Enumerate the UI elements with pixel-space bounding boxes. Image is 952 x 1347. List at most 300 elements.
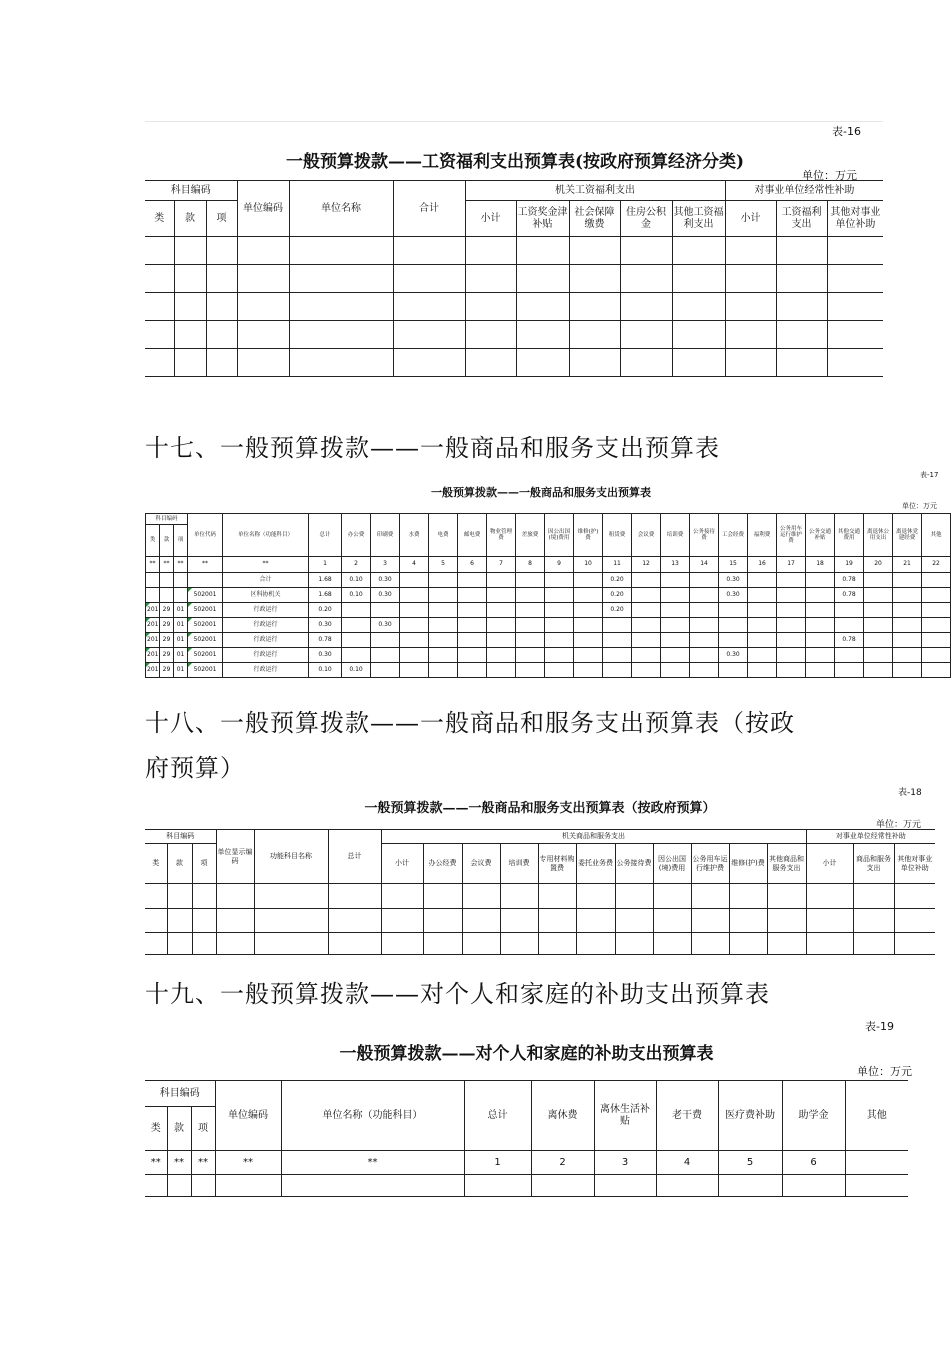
t17-cell-c9	[574, 573, 603, 588]
t17-cell-c3	[400, 573, 429, 588]
t17-cell-c20	[893, 603, 922, 618]
t17-cell-zj: 1.68	[309, 588, 342, 603]
table19-unit: 单位：万元	[857, 1065, 912, 1078]
table19-title: 一般预算拨款——对个人和家庭的补助支出预算表	[339, 1044, 714, 1064]
t17-cell-c7	[516, 603, 545, 618]
t17-cell-c2: 0.30	[371, 618, 400, 633]
t17-cell-c17	[806, 618, 835, 633]
t17-num: 22	[922, 557, 951, 573]
t17-cell-c16	[777, 648, 806, 663]
t18-h-qtsp: 其他商品和服务支出	[767, 844, 806, 884]
t17-cell-code: 502001	[188, 603, 223, 618]
t17-cell-c1: 0.10	[342, 663, 371, 678]
t17-cell-c18: 0.78	[835, 633, 864, 648]
t17-h-c16: 公务用车运行维护费	[777, 514, 806, 557]
t17-cell-c21	[922, 603, 951, 618]
t19-h-dwmc: 单位名称（功能科目）	[281, 1081, 464, 1151]
t17-cell-xiang	[174, 588, 188, 603]
t17-cell-c7	[516, 588, 545, 603]
t17-num: 1	[309, 557, 342, 573]
t17-cell-code: 502001	[188, 618, 223, 633]
t17-cell-lei	[146, 573, 160, 588]
t19-num: 3	[594, 1151, 656, 1175]
t17-h-c10: 租赁费	[603, 514, 632, 557]
t17-cell-c14	[719, 663, 748, 678]
t17-cell-c9	[574, 663, 603, 678]
t17-cell-c13	[690, 618, 719, 633]
t18-h-gwjd: 公务接待费	[615, 844, 653, 884]
table-row	[145, 265, 883, 293]
t17-cell-code: 502001	[188, 633, 223, 648]
t17-h-c8: 因公出国(境)费用	[545, 514, 574, 557]
t16-h-dwbm: 单位编码	[237, 181, 289, 237]
t17-cell-zj: 0.78	[309, 633, 342, 648]
t17-cell-c19	[864, 648, 893, 663]
t19-star-row	[145, 1151, 908, 1175]
t18-h-zj: 总计	[328, 830, 381, 884]
section-heading-18-line1: 十八、一般预算拨款——一般商品和服务支出预算表（按政	[145, 709, 795, 737]
t19-h-xiang: 项	[191, 1107, 215, 1151]
t17-cell-c10: 0.20	[603, 588, 632, 603]
t17-cell-c4	[429, 633, 458, 648]
t19-num: 4	[656, 1151, 718, 1175]
t17-cell-c14	[719, 618, 748, 633]
t17-cell-c17	[806, 663, 835, 678]
table19-number: 表-19	[865, 1020, 894, 1033]
t16-h-xiaoji1: 小计	[465, 201, 516, 237]
t17-cell-lei: 201	[146, 648, 160, 663]
t17-h-xiang: 项	[174, 525, 188, 557]
t17-cell-c13	[690, 573, 719, 588]
t17-cell-c3	[400, 618, 429, 633]
t17-cell-c7	[516, 648, 545, 663]
t17-cell-c10: 0.20	[603, 603, 632, 618]
t17-cell-c18	[835, 603, 864, 618]
t19-h-zxj: 助学金	[782, 1081, 845, 1151]
t17-cell-c13	[690, 648, 719, 663]
t17-cell-c8	[545, 648, 574, 663]
t17-h-c13: 公务接待费	[690, 514, 719, 557]
t17-cell-c11	[632, 648, 661, 663]
t17-num: 9	[545, 557, 574, 573]
t17-cell-c11	[632, 603, 661, 618]
t18-h-gnkm: 功能科目名称	[254, 830, 328, 884]
t17-cell-c20	[893, 648, 922, 663]
t19-num: 6	[782, 1151, 845, 1175]
t17-cell-c4	[429, 603, 458, 618]
t18-h-xiaoji2: 小计	[806, 844, 853, 884]
t17-h-c3: 水费	[400, 514, 429, 557]
t16-h-zfgjj: 住房公积金	[620, 201, 672, 237]
t17-h-c2: 印刷费	[371, 514, 400, 557]
t16-h-gzj: 工资奖金津补贴	[516, 201, 569, 237]
table16-unit: 单位：万元	[802, 169, 857, 182]
t17-star: **	[188, 557, 223, 573]
t17-cell-c14: 0.30	[719, 573, 748, 588]
t17-cell-c12	[661, 663, 690, 678]
t17-h-c12: 培训费	[661, 514, 690, 557]
t17-cell-zj: 0.20	[309, 603, 342, 618]
table-row	[146, 588, 951, 603]
t17-cell-c19	[864, 618, 893, 633]
t18-h-kuan: 款	[167, 844, 192, 884]
t17-cell-c2	[371, 648, 400, 663]
table18-unit: 单位：万元	[876, 820, 922, 830]
t17-cell-c10: 0.20	[603, 573, 632, 588]
t17-cell-c4	[429, 588, 458, 603]
t17-cell-c9	[574, 588, 603, 603]
t17-cell-name: 行政运行	[223, 648, 309, 663]
t17-cell-xiang: 01	[174, 618, 188, 633]
t17-h-c20: 离退休党建经费	[893, 514, 922, 557]
t17-cell-c9	[574, 618, 603, 633]
t19-star: **	[167, 1151, 191, 1175]
t19-h-lgb: 老干费	[656, 1081, 718, 1151]
section-heading-19: 十九、一般预算拨款——对个人和家庭的补助支出预算表	[145, 980, 770, 1008]
table19	[145, 1080, 908, 1197]
t17-cell-c9	[574, 648, 603, 663]
t17-cell-c11	[632, 588, 661, 603]
t19-h-kmbm: 科目编码	[145, 1081, 215, 1107]
t17-cell-name: 行政运行	[223, 633, 309, 648]
t18-h-zycl: 专用材料购置费	[538, 844, 576, 884]
t18-h-sy: 对事业单位经常性补助	[806, 830, 935, 844]
t17-cell-c16	[777, 633, 806, 648]
t17-cell-c21	[922, 588, 951, 603]
t17-cell-zj: 0.10	[309, 663, 342, 678]
t17-h-c4: 电费	[429, 514, 458, 557]
t17-cell-kuan	[160, 588, 174, 603]
t17-cell-c2	[371, 663, 400, 678]
t16-h-sy: 对事业单位经常性补助	[725, 181, 883, 201]
t17-cell-xiang: 01	[174, 633, 188, 648]
t16-h-qtgz: 其他工资福利支出	[672, 201, 725, 237]
t17-cell-c10	[603, 633, 632, 648]
t17-num: 21	[893, 557, 922, 573]
t17-h-c14: 工会经费	[719, 514, 748, 557]
t17-cell-c12	[661, 603, 690, 618]
t17-cell-c6	[487, 663, 516, 678]
t17-cell-c5	[458, 663, 487, 678]
t18-h-jg: 机关商品和服务支出	[381, 830, 806, 844]
t17-cell-c17	[806, 573, 835, 588]
t17-cell-c19	[864, 573, 893, 588]
t17-cell-c12	[661, 633, 690, 648]
section-heading-17: 十七、一般预算拨款——一般商品和服务支出预算表	[145, 434, 720, 462]
t17-cell-c5	[458, 618, 487, 633]
t17-cell-c5	[458, 648, 487, 663]
t17-cell-c11	[632, 663, 661, 678]
t17-star: **	[146, 557, 160, 573]
t17-h-c6: 物业管理费	[487, 514, 516, 557]
t17-star: **	[223, 557, 309, 573]
t18-h-wx: 维修(护)费	[729, 844, 767, 884]
table-row	[146, 648, 951, 663]
t19-num: 5	[718, 1151, 782, 1175]
t17-cell-c16	[777, 588, 806, 603]
t17-cell-kuan: 29	[160, 633, 174, 648]
t17-h-kuan: 款	[160, 525, 174, 557]
t17-cell-c17	[806, 648, 835, 663]
t17-cell-c19	[864, 588, 893, 603]
t16-h-xiang: 项	[206, 201, 237, 237]
t17-cell-c10	[603, 663, 632, 678]
t17-cell-c16	[777, 603, 806, 618]
t17-cell-c14	[719, 633, 748, 648]
t19-h-dwbm: 单位编码	[215, 1081, 281, 1151]
table-row	[146, 633, 951, 648]
t17-cell-xiang: 01	[174, 663, 188, 678]
t17-cell-c1	[342, 618, 371, 633]
t17-h-zj: 总计	[309, 514, 342, 557]
t17-cell-zj: 0.30	[309, 648, 342, 663]
table16-title: 一般预算拨款——工资福利支出预算表(按政府预算经济分类)	[285, 152, 745, 172]
t19-h-ylf: 医疗费补助	[718, 1081, 782, 1151]
t17-cell-c5	[458, 603, 487, 618]
table-row	[145, 349, 883, 377]
t17-num: 12	[632, 557, 661, 573]
table18	[145, 829, 935, 955]
t18-h-dwxsbm: 单位显示编码	[216, 830, 254, 884]
t17-cell-c12	[661, 618, 690, 633]
t17-cell-c18: 0.78	[835, 588, 864, 603]
t17-cell-c18	[835, 663, 864, 678]
t17-cell-c14: 0.30	[719, 588, 748, 603]
t17-cell-c18	[835, 618, 864, 633]
t16-h-shbz: 社会保障缴费	[569, 201, 620, 237]
t17-num: 16	[748, 557, 777, 573]
t17-cell-c1: 0.10	[342, 588, 371, 603]
t17-num: 7	[487, 557, 516, 573]
t17-h-c9: 维修(护)费	[574, 514, 603, 557]
t17-h-c17: 公务交通补贴	[806, 514, 835, 557]
t17-cell-c17	[806, 633, 835, 648]
t16-h-kuan: 款	[174, 201, 206, 237]
t16-h-xiaoji2: 小计	[725, 201, 776, 237]
t17-cell-kuan: 29	[160, 648, 174, 663]
t17-h-c11: 会议费	[632, 514, 661, 557]
table16-number: 表-16	[832, 125, 861, 138]
t19-h-zj: 总计	[464, 1081, 531, 1151]
table-row	[146, 663, 951, 678]
t18-h-hyf: 会议费	[462, 844, 500, 884]
t17-cell-c3	[400, 588, 429, 603]
t17-cell-c9	[574, 603, 603, 618]
t17-cell-c13	[690, 588, 719, 603]
t17-cell-c6	[487, 573, 516, 588]
t19-h-qt: 其他	[845, 1081, 908, 1151]
t17-cell-c11	[632, 618, 661, 633]
t17-cell-c5	[458, 588, 487, 603]
t17-num: 8	[516, 557, 545, 573]
t17-cell-c18	[835, 648, 864, 663]
t16-h-qtdsy: 其他对事业单位补助	[827, 201, 883, 237]
t17-cell-code: 502001	[188, 648, 223, 663]
t19-star: **	[145, 1151, 167, 1175]
t17-cell-c15	[748, 663, 777, 678]
t17-cell-c6	[487, 633, 516, 648]
t19-star: **	[281, 1151, 464, 1175]
t17-cell-c21	[922, 663, 951, 678]
t17-cell-c4	[429, 663, 458, 678]
t17-h-c1: 办公费	[342, 514, 371, 557]
t17-num: 19	[835, 557, 864, 573]
t19-h-kuan: 款	[167, 1107, 191, 1151]
t17-cell-c12	[661, 648, 690, 663]
table-row	[145, 933, 935, 955]
t17-cell-c16	[777, 618, 806, 633]
t17-cell-c7	[516, 633, 545, 648]
t17-cell-c6	[487, 603, 516, 618]
t17-cell-lei: 201	[146, 663, 160, 678]
t17-cell-c9	[574, 633, 603, 648]
t17-cell-c15	[748, 588, 777, 603]
t17-h-c19: 离退休公用支出	[864, 514, 893, 557]
t17-num: 5	[429, 557, 458, 573]
t17-cell-kuan	[160, 573, 174, 588]
t17-cell-c8	[545, 663, 574, 678]
t17-cell-c20	[893, 618, 922, 633]
t17-num: 17	[777, 557, 806, 573]
t17-cell-c3	[400, 633, 429, 648]
t17-cell-c21	[922, 573, 951, 588]
t17-num: 11	[603, 557, 632, 573]
table17-number: 表-17	[920, 471, 939, 479]
t17-cell-zj: 1.68	[309, 573, 342, 588]
t17-cell-c19	[864, 603, 893, 618]
t17-cell-c10	[603, 618, 632, 633]
t17-cell-c11	[632, 633, 661, 648]
t19-num: 2	[531, 1151, 594, 1175]
t16-h-lei: 类	[145, 201, 174, 237]
t18-h-gwyc: 公务用车运行维护费	[691, 844, 729, 884]
t17-cell-c20	[893, 573, 922, 588]
t17-num: 13	[661, 557, 690, 573]
t17-h-lei: 类	[146, 525, 160, 557]
t17-h-c5: 邮电费	[458, 514, 487, 557]
t17-cell-kuan: 29	[160, 603, 174, 618]
t17-cell-xiang: 01	[174, 648, 188, 663]
t17-num: 6	[458, 557, 487, 573]
t17-cell-c1	[342, 603, 371, 618]
t17-cell-c5	[458, 573, 487, 588]
t18-h-pxf: 培训费	[500, 844, 538, 884]
t16-h-kmbm: 科目编码	[145, 181, 237, 201]
table-row	[145, 909, 935, 933]
table17-title: 一般预算拨款——一般商品和服务支出预算表	[431, 486, 651, 499]
t17-num: 20	[864, 557, 893, 573]
t18-h-ygcg: 因公出国(境)费用	[653, 844, 691, 884]
t19-cell	[845, 1151, 908, 1175]
t17-star: **	[174, 557, 188, 573]
t17-h-c18: 其他交通费用	[835, 514, 864, 557]
t19-h-ltf: 离休费	[531, 1081, 594, 1151]
t17-cell-c13	[690, 663, 719, 678]
t17-cell-name: 区科协机关	[223, 588, 309, 603]
t17-num: 2	[342, 557, 371, 573]
t17-cell-code	[188, 573, 223, 588]
t17-cell-c15	[748, 648, 777, 663]
t17-cell-c4	[429, 618, 458, 633]
section-heading-18-line2: 府预算）	[145, 754, 245, 782]
t17-cell-xiang	[174, 573, 188, 588]
t18-h-kmbm: 科目编码	[145, 830, 216, 844]
t17-cell-c3	[400, 648, 429, 663]
t17-cell-lei	[146, 588, 160, 603]
t17-cell-c20	[893, 663, 922, 678]
table-row	[145, 293, 883, 321]
t17-cell-c21	[922, 618, 951, 633]
t17-h-dwdm: 单位代码	[188, 514, 223, 557]
t17-cell-c1	[342, 648, 371, 663]
t17-cell-c13	[690, 603, 719, 618]
t17-h-c21: 其他	[922, 514, 951, 557]
table16	[145, 180, 883, 377]
t17-cell-c2	[371, 603, 400, 618]
table-row	[145, 321, 883, 349]
page-top-rule	[145, 121, 883, 122]
t17-cell-kuan: 29	[160, 618, 174, 633]
t17-cell-lei: 201	[146, 603, 160, 618]
t17-cell-c2: 0.30	[371, 588, 400, 603]
table-row	[145, 237, 883, 265]
t19-num: 1	[464, 1151, 531, 1175]
t17-h-c15: 福利费	[748, 514, 777, 557]
t17-cell-c20	[893, 633, 922, 648]
t16-h-gzfl: 工资福利支出	[776, 201, 827, 237]
t17-cell-code: 502001	[188, 663, 223, 678]
table18-number: 表-18	[898, 788, 922, 798]
t17-cell-c6	[487, 588, 516, 603]
t18-h-lei: 类	[145, 844, 167, 884]
t17-cell-name: 行政运行	[223, 663, 309, 678]
t19-star: **	[215, 1151, 281, 1175]
t17-cell-c3	[400, 663, 429, 678]
table-row	[145, 884, 935, 909]
t19-h-lei: 类	[145, 1107, 167, 1151]
t17-cell-c20	[893, 588, 922, 603]
t17-cell-lei: 201	[146, 618, 160, 633]
t17-cell-c1	[342, 633, 371, 648]
t17-cell-c11	[632, 573, 661, 588]
t17-cell-c15	[748, 633, 777, 648]
t17-cell-kuan: 29	[160, 663, 174, 678]
t17-num: 18	[806, 557, 835, 573]
t17-cell-c12	[661, 588, 690, 603]
t17-cell-c17	[806, 588, 835, 603]
t16-h-heji: 合计	[393, 181, 465, 237]
t17-h-c7: 差旅费	[516, 514, 545, 557]
t17-cell-c1: 0.10	[342, 573, 371, 588]
t17-cell-name: 合计	[223, 573, 309, 588]
t17-cell-c3	[400, 603, 429, 618]
table-row	[146, 618, 951, 633]
t17-cell-c4	[429, 648, 458, 663]
t17-star-row	[146, 557, 951, 573]
t18-h-qtdsy: 其他对事业单位补助	[894, 844, 935, 884]
t17-cell-c15	[748, 603, 777, 618]
t16-h-jg: 机关工资福利支出	[465, 181, 725, 201]
t17-cell-c14: 0.30	[719, 648, 748, 663]
t17-cell-c18: 0.78	[835, 573, 864, 588]
t17-cell-c2	[371, 633, 400, 648]
table17-unit: 单位：万元	[902, 502, 937, 510]
t17-star: **	[160, 557, 174, 573]
t18-h-bgjf: 办公经费	[423, 844, 462, 884]
t17-cell-c19	[864, 633, 893, 648]
t18-h-sphfw: 商品和服务支出	[853, 844, 894, 884]
t17-h-kmbm: 科目编码	[146, 514, 188, 525]
